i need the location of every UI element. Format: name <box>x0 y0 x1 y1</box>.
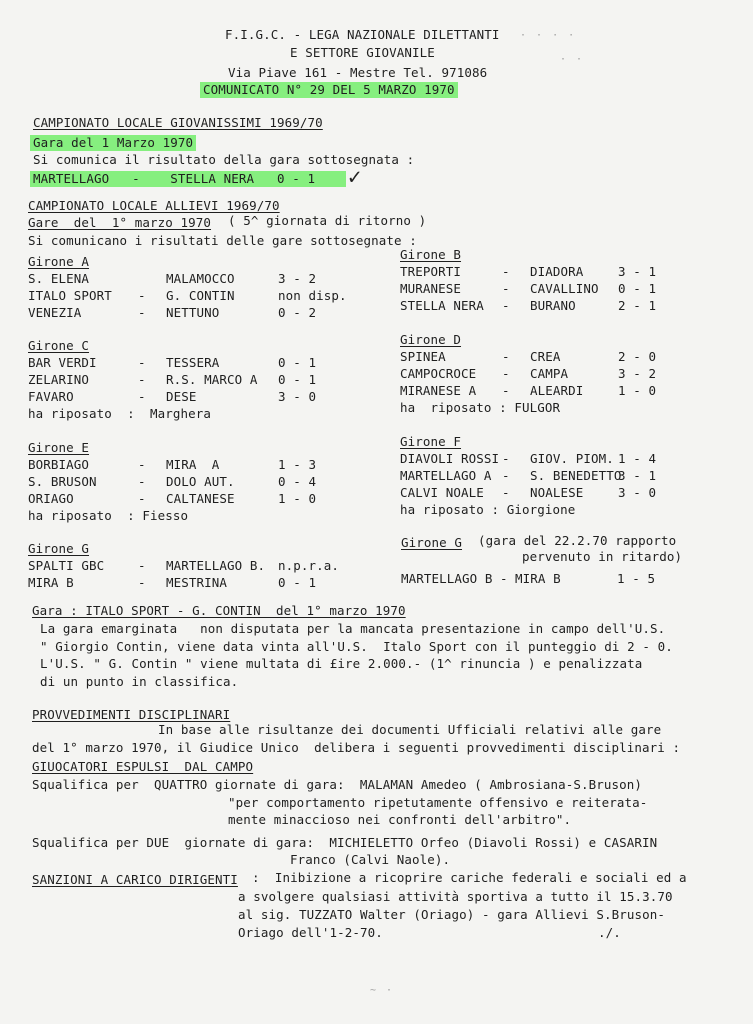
girone-name: Girone G <box>28 541 90 556</box>
match-home-team: MURANESE <box>400 281 462 296</box>
match-home-team: BAR VERDI <box>28 355 97 370</box>
match-separator: - <box>502 485 510 500</box>
sanzioni-line-4: Oriago dell'1-2-70. <box>238 925 383 940</box>
match-home-team: ITALO SPORT <box>28 288 112 303</box>
allievi-intro: Si comunicano i risultati delle gare sottosegnate : <box>28 233 417 248</box>
allievi-giornata: ( 5^ giornata di ritorno ) <box>228 213 427 228</box>
header-line-2: E SETTORE GIOVANILE <box>290 45 435 60</box>
match-separator: - <box>502 298 510 313</box>
match-away-team: CAMPA <box>530 366 569 381</box>
match-score: n.p.r.a. <box>278 558 340 573</box>
match-score: 0 - 1 <box>278 355 317 370</box>
provvedimenti-line-1: In base alle risultanze dei documenti Ufficiali relativi alle gare <box>158 722 662 737</box>
match-score: 3 - 0 <box>278 389 317 404</box>
match-home-team: FAVARO <box>28 389 74 404</box>
match-score: 1 - 3 <box>278 457 317 472</box>
match-score: 0 - 2 <box>278 305 317 320</box>
match-separator: - <box>138 389 146 404</box>
match-away-team: DOLO AUT. <box>166 474 235 489</box>
allievi-gara: Gare del 1° marzo 1970 <box>28 215 212 230</box>
match-away-team: CALTANESE <box>166 491 235 506</box>
match-away-team: MARTELLAGO B. <box>166 558 266 573</box>
match-score: 0 - 1 <box>278 372 317 387</box>
girone-g-right-note-2: pervenuto in ritardo) <box>522 549 683 564</box>
match-score: 2 - 1 <box>618 298 657 313</box>
match-home-team: MARTELLAGO A <box>400 468 492 483</box>
match-score: 1 - 0 <box>618 383 657 398</box>
match-separator: - <box>502 383 510 398</box>
girone-name: Girone B <box>400 247 462 262</box>
match-home-team: SPALTI GBC <box>28 558 105 573</box>
sanzioni-line-2: a svolgere qualsiasi attività sportiva a tutto il 15.3.70 <box>238 889 673 904</box>
match-home-team: ORIAGO <box>28 491 74 506</box>
match-away-team: MESTRINA <box>166 575 228 590</box>
espulsi-due-2: Franco (Calvi Naole). <box>290 852 451 867</box>
match-away-team: S. BENEDETTO <box>530 468 622 483</box>
match-away-team: NETTUNO <box>166 305 220 320</box>
match-away-team: R.S. MARCO A <box>166 372 258 387</box>
scan-noise: · · <box>560 54 585 65</box>
match-away-team: NOALESE <box>530 485 584 500</box>
match-separator: - <box>138 558 146 573</box>
espulsi-quattro-2: "per comportamento ripetutamente offensivo e reiterata- <box>228 795 648 810</box>
scan-noise: ~ · <box>370 985 395 996</box>
match-home-team: VENEZIA <box>28 305 82 320</box>
match-separator: - <box>502 451 510 466</box>
match-away-team: TESSERA <box>166 355 220 370</box>
match-separator: - <box>502 366 510 381</box>
giovanissimi-title: CAMPIONATO LOCALE GIOVANISSIMI 1969/70 <box>33 115 323 130</box>
giovanissimi-gara: Gara del 1 Marzo 1970 <box>30 135 196 151</box>
girone-name: Girone D <box>400 332 462 347</box>
match-separator: - <box>138 491 146 506</box>
giovanissimi-intro: Si comunica il risultato della gara sottosegnata : <box>33 152 415 167</box>
match-separator: - <box>502 468 510 483</box>
sanzioni-line-1: : Inibizione a ricoprire cariche federali e sociali ed a <box>252 870 687 885</box>
match-away-team: MALAMOCCO <box>166 271 235 286</box>
gara-italo-line-2: " Giorgio Contin, viene data vinta all'U.S. Italo Sport con il punteggio di 2 - 0. <box>40 639 673 654</box>
match-home-team: DIAVOLI ROSSI <box>400 451 500 466</box>
gara-italo-line-4: di un punto in classifica. <box>40 674 239 689</box>
match-separator: - <box>138 457 146 472</box>
gara-italo-title: Gara : ITALO SPORT - G. CONTIN del 1° marzo 1970 <box>32 603 406 618</box>
match-home-team: S. ELENA <box>28 271 90 286</box>
match-away-team: DIADORA <box>530 264 584 279</box>
match-away-team: CREA <box>530 349 561 364</box>
match-score: 3 - 2 <box>618 366 657 381</box>
comunicato-title: COMUNICATO N° 29 DEL 5 MARZO 1970 <box>200 82 458 98</box>
match-separator: - <box>138 288 146 303</box>
match-separator: - <box>502 281 510 296</box>
match-away-team: GIOV. PIOM. <box>530 451 614 466</box>
match-home-team: SPINEA <box>400 349 446 364</box>
match-separator: - <box>138 474 146 489</box>
match-score: 3 - 1 <box>618 264 657 279</box>
girone-name: Girone F <box>400 434 462 449</box>
match-home-team: MIRANESE A <box>400 383 477 398</box>
header-line-1: F.I.G.C. - LEGA NAZIONALE DILETTANTI <box>225 27 500 42</box>
giovanissimi-result: MARTELLAGO - STELLA NERA 0 - 1 <box>30 171 346 187</box>
match-home-team: CAMPOCROCE <box>400 366 477 381</box>
girone-name: Girone A <box>28 254 90 269</box>
check-mark-icon: ✓ <box>348 165 362 190</box>
match-away-team: BURANO <box>530 298 576 313</box>
girone-note: ha riposato : Fiesso <box>28 508 189 523</box>
girone-g-right-score: 1 - 5 <box>617 571 656 586</box>
girone-note: ha riposato : FULGOR <box>400 400 561 415</box>
match-score: 1 - 4 <box>618 451 657 466</box>
match-away-team: G. CONTIN <box>166 288 235 303</box>
espulsi-quattro-3: mente minaccioso nei confronti dell'arbitro". <box>228 812 572 827</box>
match-score: non disp. <box>278 288 347 303</box>
match-score: 0 - 1 <box>618 281 657 296</box>
gara-italo-line-3: L'U.S. " G. Contin " viene multata di £ire 2.000.- (1^ rinuncia ) e penalizzata <box>40 656 643 671</box>
girone-name: Girone E <box>28 440 90 455</box>
espulsi-title: GIUOCATORI ESPULSI DAL CAMPO <box>32 759 254 774</box>
match-home-team: TREPORTI <box>400 264 462 279</box>
girone-note: ha riposato : Giorgione <box>400 502 576 517</box>
sanzioni-title: SANZIONI A CARICO DIRIGENTI <box>32 872 238 887</box>
match-separator: - <box>138 305 146 320</box>
match-score: 3 - 2 <box>278 271 317 286</box>
match-separator: - <box>138 372 146 387</box>
sanzioni-line-3: al sig. TUZZATO Walter (Oriago) - gara Allievi S.Bruson- <box>238 907 666 922</box>
match-score: 3 - 1 <box>618 468 657 483</box>
match-separator: - <box>138 355 146 370</box>
provvedimenti-line-2: del 1° marzo 1970, il Giudice Unico delibera i seguenti provvedimenti disciplinari : <box>32 740 681 755</box>
provvedimenti-title: PROVVEDIMENTI DISCIPLINARI <box>32 707 231 722</box>
header-address: Via Piave 161 - Mestre Tel. 971086 <box>228 65 488 80</box>
match-score: 2 - 0 <box>618 349 657 364</box>
girone-g-right-note-1: (gara del 22.2.70 rapporto <box>478 533 677 548</box>
match-away-team: DESE <box>166 389 197 404</box>
match-separator: - <box>502 349 510 364</box>
match-score: 3 - 0 <box>618 485 657 500</box>
girone-g-right-home: MARTELLAGO B <box>401 571 493 586</box>
match-home-team: ZELARINO <box>28 372 90 387</box>
girone-g-right-sep: - <box>500 571 508 586</box>
match-home-team: MIRA B <box>28 575 74 590</box>
match-score: 0 - 4 <box>278 474 317 489</box>
match-home-team: CALVI NOALE <box>400 485 484 500</box>
match-away-team: MIRA A <box>166 457 220 472</box>
espulsi-quattro-1: Squalifica per QUATTRO giornate di gara: MALAMAN Amedeo ( Ambrosiana-S.Bruson) <box>32 777 643 792</box>
match-separator: - <box>502 264 510 279</box>
match-home-team: STELLA NERA <box>400 298 484 313</box>
girone-note: ha riposato : Marghera <box>28 406 212 421</box>
match-away-team: CAVALLINO <box>530 281 599 296</box>
gara-italo-line-1: La gara emarginata non disputata per la mancata presentazione in campo dell'U.S. <box>40 621 666 636</box>
espulsi-due-1: Squalifica per DUE giornate di gara: MICHIELETTO Orfeo (Diavoli Rossi) e CASARIN <box>32 835 658 850</box>
match-score: 1 - 0 <box>278 491 317 506</box>
girone-g-right-away: MIRA B <box>515 571 561 586</box>
allievi-title: CAMPIONATO LOCALE ALLIEVI 1969/70 <box>28 198 280 213</box>
scan-noise: · · · · <box>520 30 577 41</box>
match-score: 0 - 1 <box>278 575 317 590</box>
girone-g-right-name: Girone G <box>401 535 463 550</box>
match-away-team: ALEARDI <box>530 383 584 398</box>
girone-name: Girone C <box>28 338 90 353</box>
match-home-team: BORBIAGO <box>28 457 90 472</box>
match-home-team: S. BRUSON <box>28 474 97 489</box>
match-separator: - <box>138 575 146 590</box>
end-mark: ./. <box>598 925 621 940</box>
